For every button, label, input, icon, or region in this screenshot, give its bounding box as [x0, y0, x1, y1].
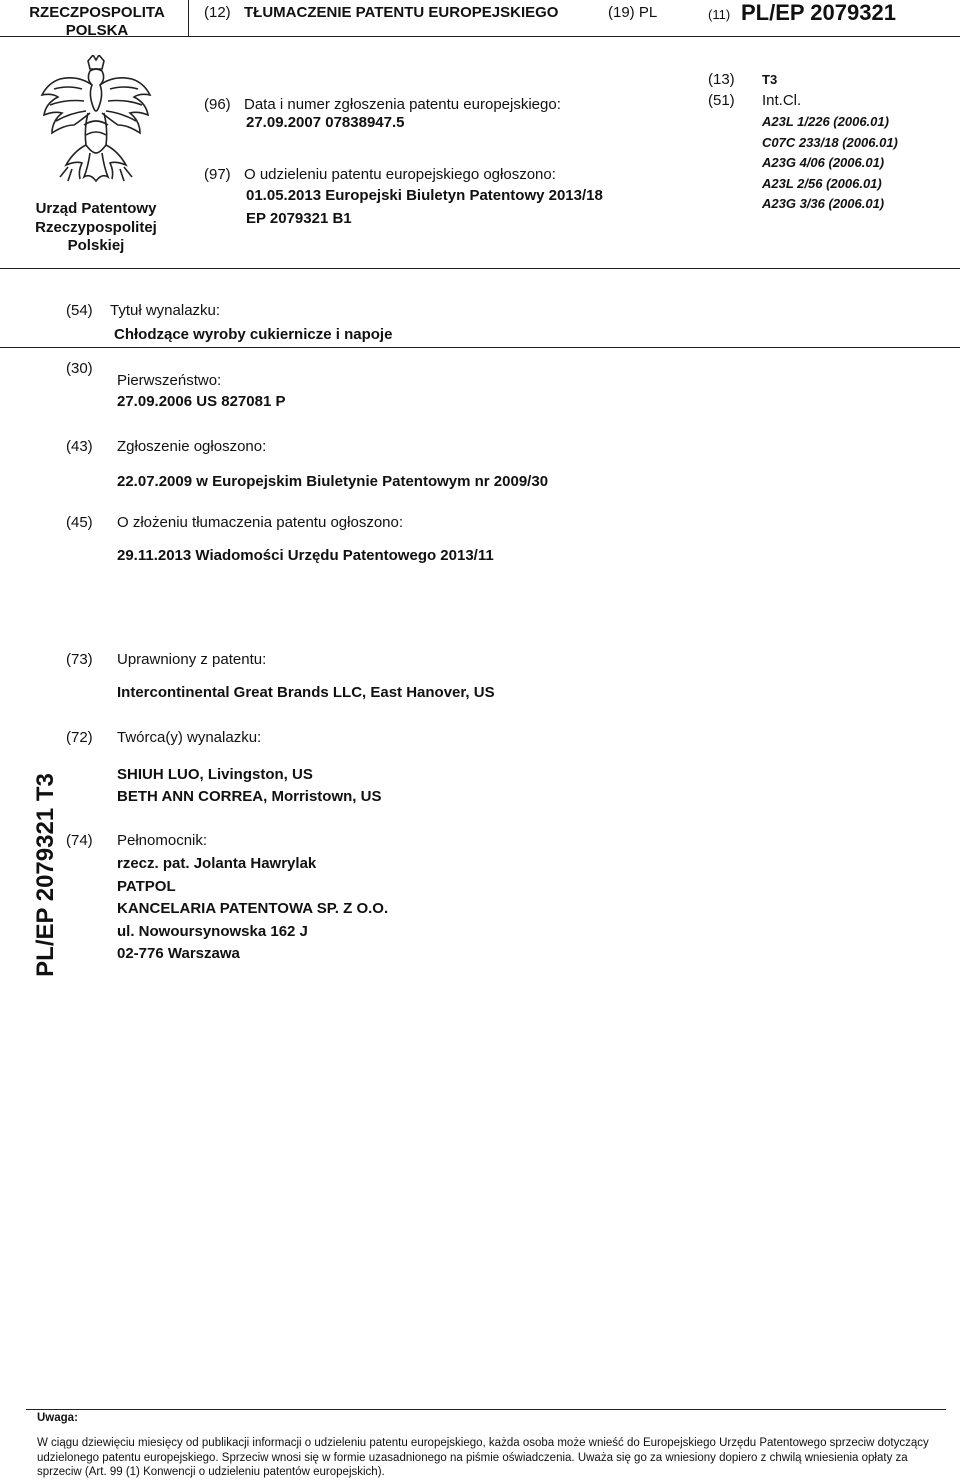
inventors-list — [117, 764, 381, 808]
attorney-line: rzecz. pat. Jolanta Hawrylak — [117, 855, 317, 872]
country-line-2: POLSKA — [65, 22, 129, 39]
classification-item: A23G 3/36 (2006.01) — [762, 196, 885, 211]
publication-value: 22.07.2009 w Europejskim Biuletynie Patentowym nr 2009/30 — [117, 473, 549, 490]
note-text: W ciągu dziewięciu miesięcy od publikacji informacji o udzieleniu patentu europejskiego, każda osoba może wnieść do Europejskiego Urzędu Patentowego sprzeciw dotyczący udzielonego patentu europejskiego. Sprzeciw wnosi się w formie uzasadnionego na piśmie oświadczenia. Uważa się go za wniesiony dopiero z chwilą wniesienia opłaty za sprzeciw (Art. 99 (1) Konwencji o udzieleniu patentów europejskich). — [37, 1437, 929, 1478]
country-name — [27, 4, 167, 40]
inventors-label: Twórca(y) wynalazku: — [117, 729, 262, 746]
attorney-line: KANCELARIA PATENTOWA SP. Z O.O. — [117, 900, 389, 917]
attorney-label: Pełnomocnik: — [117, 832, 208, 849]
document-type: TŁUMACZENIE PATENTU EUROPEJSKIEGO — [244, 4, 559, 21]
patent-office-name — [20, 200, 172, 256]
translation-label: O złożeniu tłumaczenia patentu ogłoszono: — [117, 514, 404, 531]
attorney-details — [117, 853, 388, 966]
classification-item: A23L 2/56 (2006.01) — [762, 175, 882, 191]
footer-rule — [26, 1409, 946, 1410]
priority-label: Pierwszeństwo: — [117, 372, 222, 389]
biblio-rule — [0, 268, 960, 269]
header-rule — [0, 36, 960, 37]
attorney-line: PATPOL — [117, 877, 176, 895]
header-divider — [188, 0, 189, 36]
inventor-name: BETH ANN CORREA, Morristown, US — [117, 788, 382, 805]
grant-value: 01.05.2013 Europejski Biuletyn Patentowy 2013/18 — [246, 187, 603, 204]
translation-value: 29.11.2013 Wiadomości Urzędu Patentowego 2013/11 — [117, 547, 494, 564]
code-51: (51) — [708, 92, 735, 109]
country-line-1: RZECZPOSPOLITA — [29, 4, 165, 21]
priority-value: 27.09.2006 US 827081 P — [117, 393, 286, 410]
code-13: (13) — [708, 71, 735, 88]
code-12: (12) — [204, 4, 231, 21]
office-line-3: Polskiej — [67, 237, 125, 254]
code-96: (96) — [204, 96, 231, 113]
kind-code: T3 — [762, 72, 778, 87]
attorney-line: 02-776 Warszawa — [117, 945, 240, 962]
publication-label: Zgłoszenie ogłoszono: — [117, 438, 267, 455]
code-43: (43) — [66, 438, 93, 455]
classification-item: C07C 233/18 (2006.01) — [762, 134, 898, 150]
polish-eagle-emblem-icon — [38, 55, 154, 193]
code-30: (30) — [66, 360, 93, 377]
grant-publication-number: EP 2079321 B1 — [246, 210, 352, 227]
title-label: Tytuł wynalazku: — [110, 302, 221, 319]
code-54: (54) — [66, 302, 93, 319]
inventor-name: SHIUH LUO, Livingston, US — [117, 766, 313, 783]
patent-number: PL/EP 2079321 — [741, 0, 896, 25]
code-73: (73) — [66, 651, 93, 668]
proprietor-value: Intercontinental Great Brands LLC, East Hanover, US — [117, 684, 495, 701]
invention-title: Chłodzące wyroby cukiernicze i napoje — [114, 326, 393, 343]
code-97: (97) — [204, 166, 231, 183]
grant-label: O udzieleniu patentu europejskiego ogłoszono: — [244, 166, 556, 183]
proprietor-label: Uprawniony z patentu: — [117, 651, 267, 668]
office-line-1: Urząd Patentowy — [35, 200, 157, 217]
office-line-2: Rzeczypospolitej — [35, 218, 157, 236]
code-72: (72) — [66, 729, 93, 746]
attorney-line: ul. Nowoursynowska 162 J — [117, 922, 308, 940]
code-19: (19) PL — [608, 4, 658, 21]
classification-item: A23L 1/226 (2006.01) — [762, 114, 889, 129]
classification-item: A23G 4/06 (2006.01) — [762, 155, 885, 170]
filing-label: Data i numer zgłoszenia patentu europejskiego: — [244, 96, 561, 113]
side-patent-label: PL/EP 2079321 T3 — [32, 773, 59, 977]
int-cl-label: Int.Cl. — [762, 92, 802, 109]
filing-value: 27.09.2007 07838947.5 — [246, 114, 405, 131]
title-rule — [0, 347, 960, 348]
code-74: (74) — [66, 832, 93, 849]
note-label: Uwaga: — [37, 1412, 78, 1424]
code-11: (11) — [708, 7, 731, 22]
code-45: (45) — [66, 514, 93, 531]
classification-list — [762, 112, 898, 215]
